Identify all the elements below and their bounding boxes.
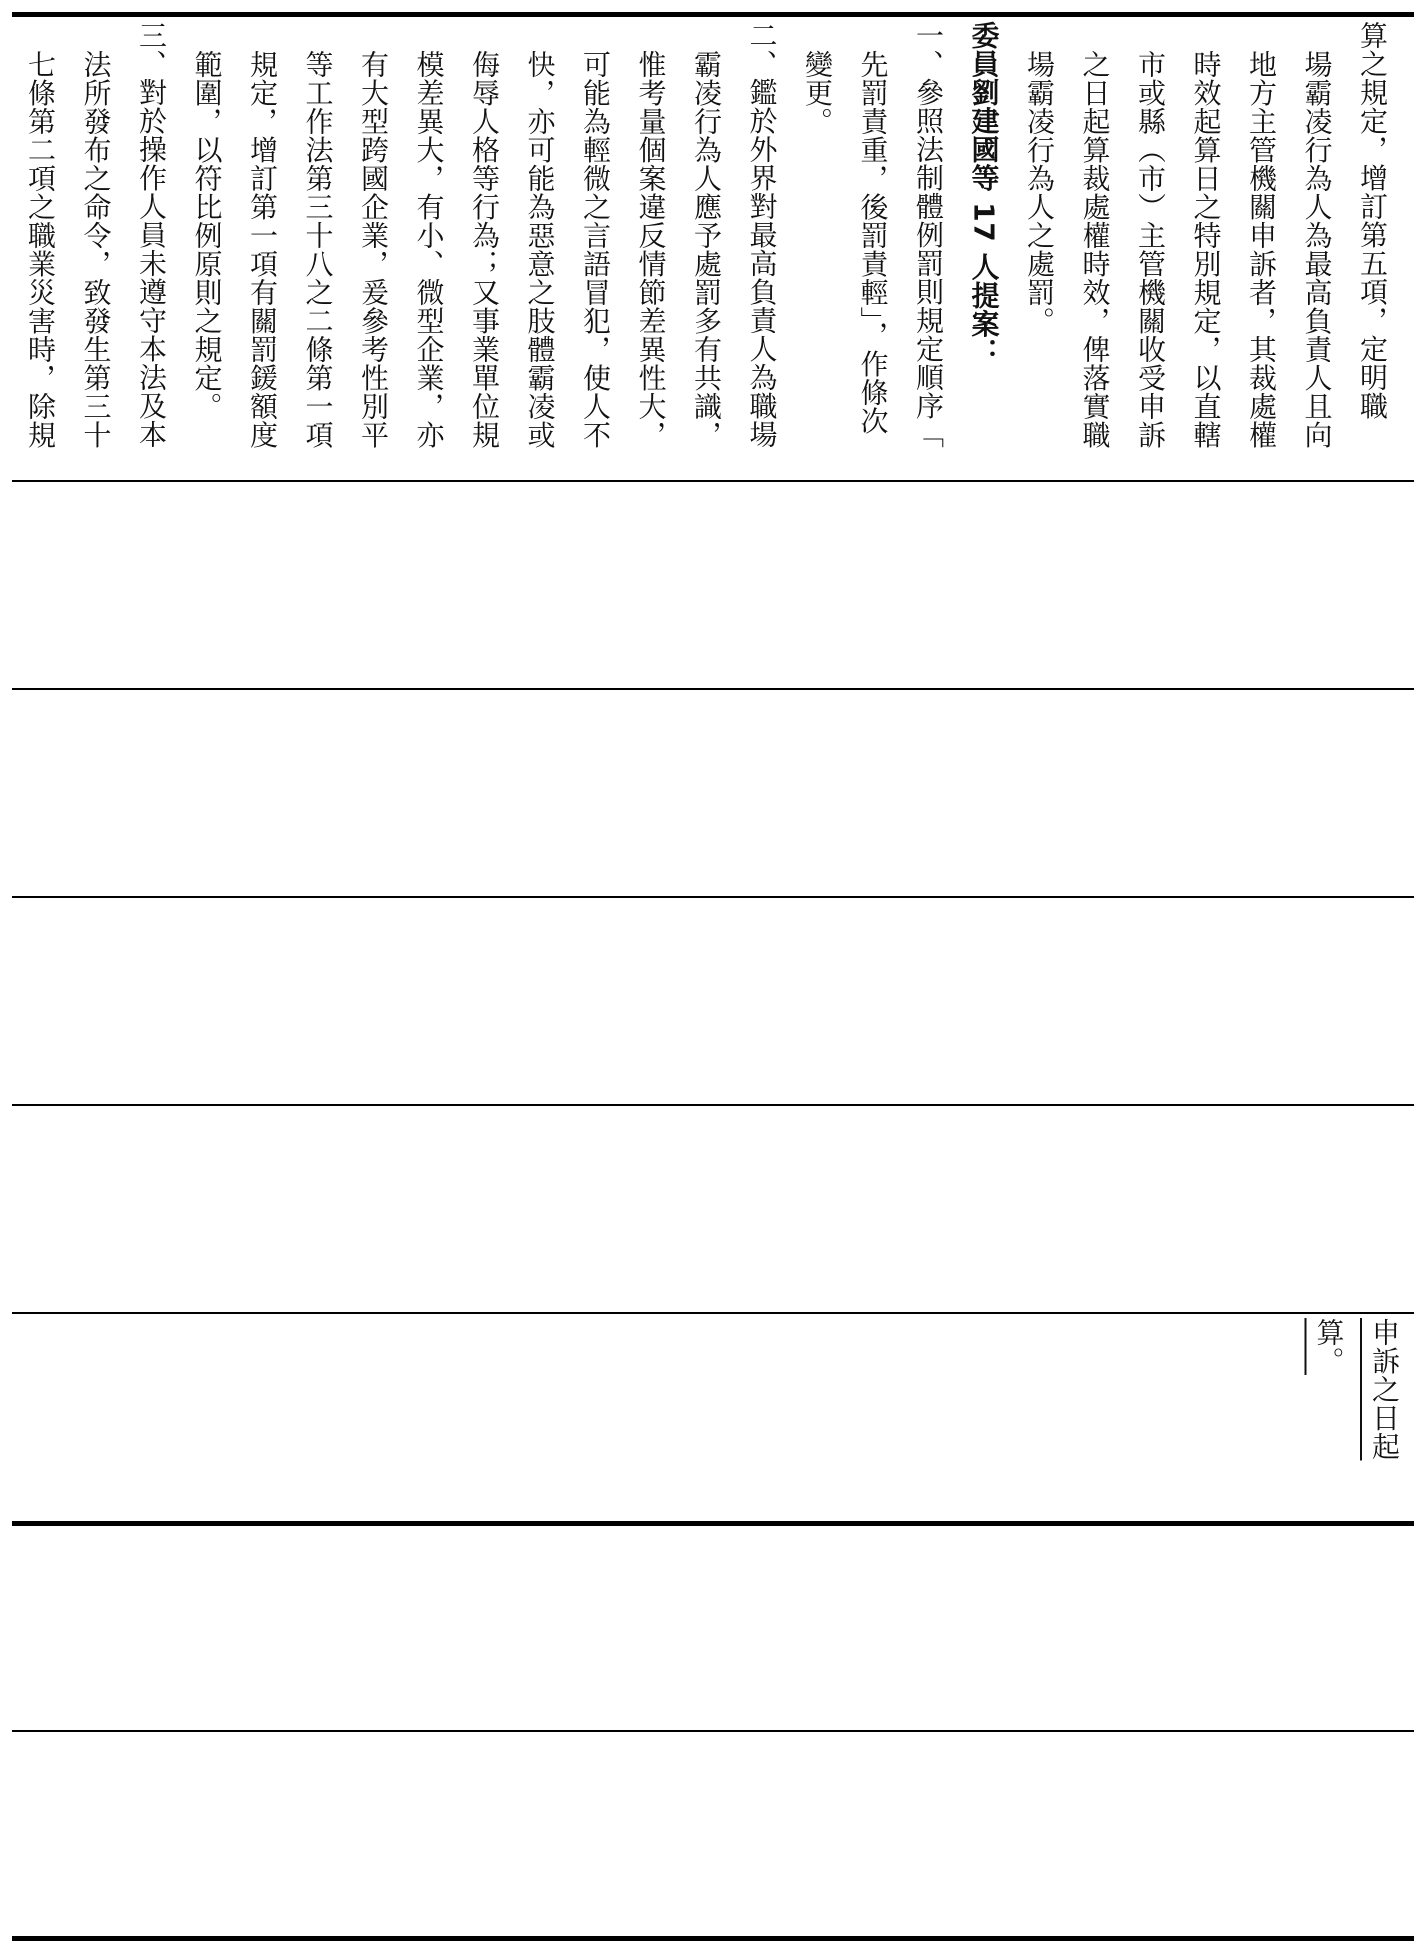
explanation-cell: [12, 17, 1414, 480]
item-3-line: 三、對於操作人員未遵守本法及本: [135, 21, 168, 449]
item-1-line: 先罰責重，後罰責輕」，作條次: [856, 50, 890, 436]
amendment-text: [1312, 1318, 1412, 1517]
amendment-line: 申訴之日起: [1368, 1318, 1401, 1461]
explanation-text: [20, 21, 1400, 476]
item-3-line: 七條第二項之職業災害時，除規: [24, 50, 57, 450]
amendment-cell: [12, 1314, 1414, 1521]
item-3-line: [0, 21, 13, 476]
proposal-heading: 委員劉建國等 17 人提案：: [967, 21, 1001, 367]
item-2-line: 範圍，以符比例原則之規定。: [190, 50, 224, 421]
intro-line: 時效起算日之特別規定，以直轄: [1189, 50, 1223, 450]
bottom-border: [12, 1936, 1414, 1941]
empty-cell: [12, 1732, 1414, 1936]
intro-line: 市或縣（市）主管機關收受申訴: [1134, 50, 1167, 450]
empty-cell: [12, 690, 1414, 896]
empty-cell: [12, 1106, 1414, 1312]
item-3-line: 法所發布之命令，致發生第三十: [79, 50, 113, 450]
item-2-line: 惟考量個案違反情節差異性大，: [634, 50, 668, 450]
intro-line: 之日起算裁處權時效，俾落實職: [1078, 50, 1112, 450]
item-2-line: 可能為輕微之言語冒犯，使人不: [579, 50, 612, 450]
item-1-line: 一、參照法制體例罰則規定順序「: [912, 21, 945, 449]
item-2-line: 模差異大，有小、微型企業，亦: [412, 50, 446, 450]
empty-cell: [12, 482, 1414, 688]
item-2-line: 快，亦可能為惡意之肢體霸凌或: [523, 50, 557, 450]
intro-line: 算之規定，增訂第五項，定明職: [1356, 21, 1389, 420]
item-1-line: 變更。: [801, 50, 834, 136]
amendment-line: 算。: [1312, 1318, 1346, 1375]
item-2-line: 霸凌行為人應予處罰多有共識，: [690, 50, 723, 450]
intro-line: 場霸凌行為人為最高負責人且向: [1300, 50, 1334, 450]
intro-line: 場霸凌行為人之處罰。: [1023, 50, 1056, 336]
item-2-line: 規定，增訂第一項有關罰鍰額度: [246, 50, 279, 450]
item-2-line: 二、鑑於外界對最高負責人為職場: [745, 21, 779, 449]
empty-cell: [12, 898, 1414, 1104]
item-2-line: 侮辱人格等行為；又事業單位規: [468, 50, 501, 450]
intro-line: 地方主管機關申訴者，其裁處權: [1245, 50, 1278, 450]
item-2-line: 有大型跨國企業，爰參考性別平: [357, 50, 390, 450]
empty-cell: [12, 1526, 1414, 1730]
item-2-line: 等工作法第三十八之二條第一項: [301, 50, 335, 450]
